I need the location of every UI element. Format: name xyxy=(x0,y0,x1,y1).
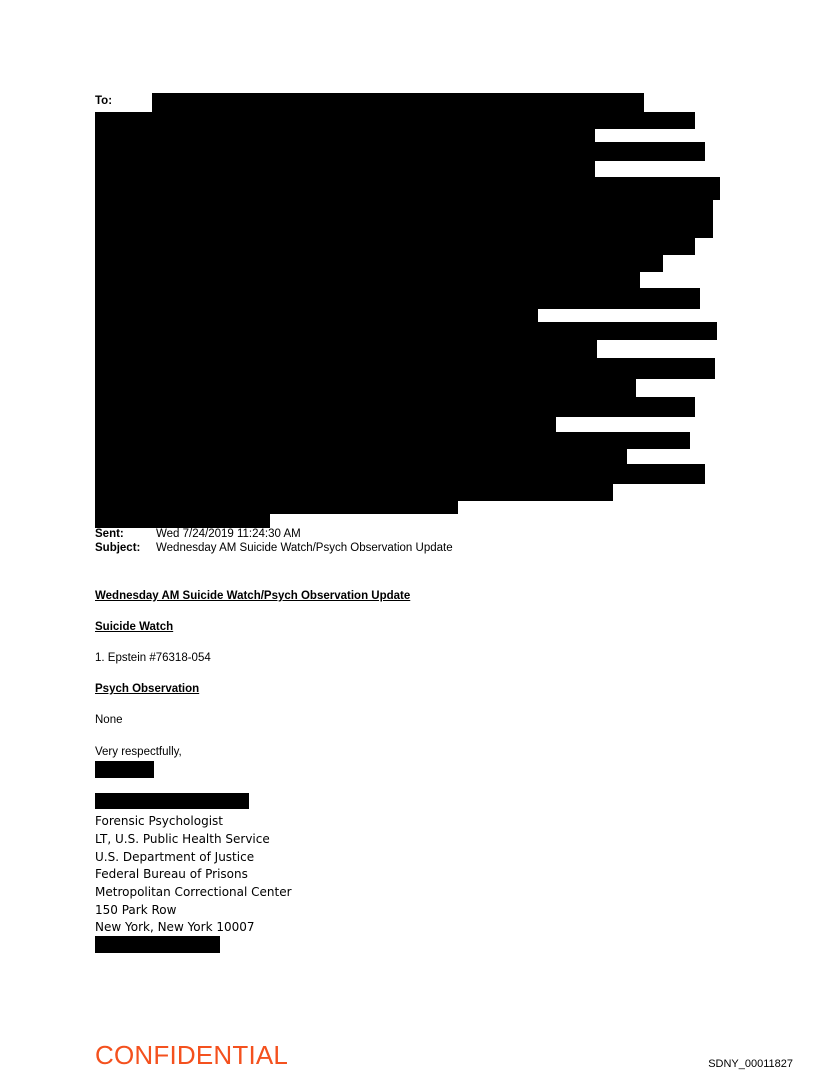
redaction-bar xyxy=(95,255,663,272)
redaction-bar xyxy=(95,340,597,358)
header-value-subject: Wednesday AM Suicide Watch/Psych Observation Update xyxy=(156,542,453,554)
header-label-from: From: xyxy=(95,512,128,524)
header-label-sent: Sent: xyxy=(95,528,124,540)
redaction-bar xyxy=(95,761,154,778)
signature-line: Forensic Psychologist xyxy=(95,814,223,828)
redaction-bar xyxy=(95,177,720,200)
signature-line: U.S. Department of Justice xyxy=(95,850,255,864)
section-heading-suicide-watch: Suicide Watch xyxy=(95,621,174,633)
signature-line: Federal Bureau of Prisons xyxy=(95,867,248,881)
redaction-bar xyxy=(95,322,717,340)
signature-line: Metropolitan Correctional Center xyxy=(95,885,292,899)
redaction-bar xyxy=(95,379,636,397)
redaction-bar xyxy=(95,161,595,177)
body-title: Wednesday AM Suicide Watch/Psych Observation Update xyxy=(95,590,411,602)
redaction-bar xyxy=(95,397,695,417)
confidential-stamp: CONFIDENTIAL xyxy=(95,1040,289,1070)
redaction-bar xyxy=(95,484,613,501)
signature-line: New York, New York 10007 xyxy=(95,920,255,934)
header-label-to: To: xyxy=(95,95,113,107)
redaction-bar xyxy=(95,288,700,309)
redaction-bar xyxy=(95,358,715,379)
redaction-bar xyxy=(95,432,690,449)
redaction-bar xyxy=(95,417,556,432)
bates-number: SDNY_00011827 xyxy=(708,1058,793,1070)
redaction-bar xyxy=(95,309,538,322)
signature-line: 150 Park Row xyxy=(95,903,177,917)
closing-line: Very respectfully, xyxy=(95,746,182,758)
section-heading-psych-observation: Psych Observation xyxy=(95,683,200,695)
redaction-bar xyxy=(95,142,705,161)
header-value-sent: Wed 7/24/2019 11:24:30 AM xyxy=(156,528,301,540)
redaction-bar xyxy=(95,936,220,953)
redaction-bar xyxy=(95,112,695,129)
redaction-bar xyxy=(95,464,705,484)
redaction-bar xyxy=(152,93,644,112)
redaction-bar xyxy=(95,200,713,238)
redaction-bar xyxy=(95,501,458,514)
header-label-subject: Subject: xyxy=(95,542,141,554)
redaction-bar xyxy=(95,238,695,255)
list-item: 1. Epstein #76318-054 xyxy=(95,652,211,664)
list-item: None xyxy=(95,714,123,726)
redaction-bar xyxy=(95,129,595,142)
redaction-bar xyxy=(95,793,249,809)
signature-line: LT, U.S. Public Health Service xyxy=(95,832,270,846)
redaction-bar xyxy=(95,449,627,464)
redaction-bar xyxy=(95,272,640,288)
